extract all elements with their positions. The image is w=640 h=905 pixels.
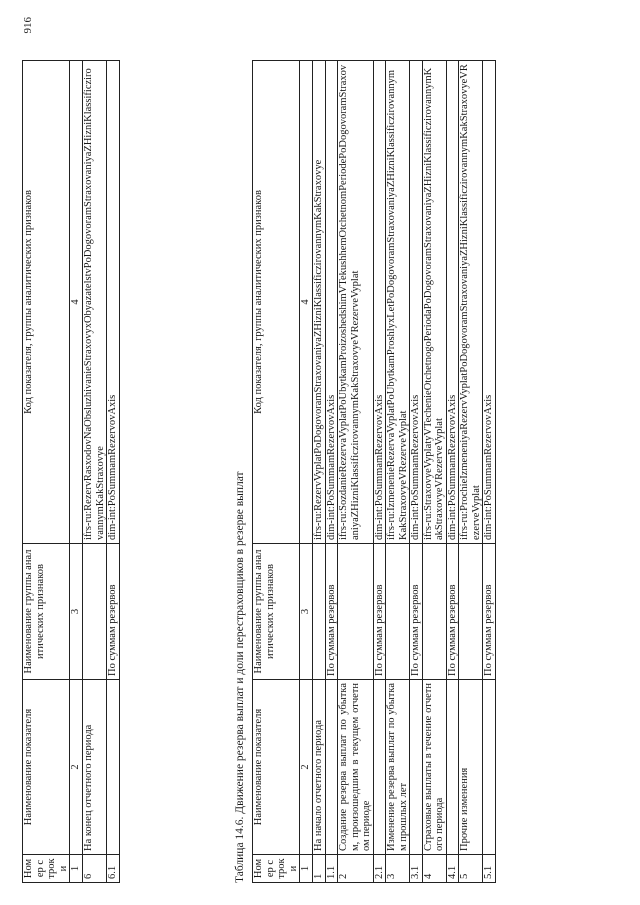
row-number: 3 [386,854,410,882]
column-number: 1 [70,854,83,882]
table-row [373,60,386,882]
indicator-code: dim-int:PoSummamRezervovAxis [483,60,496,543]
indicator-name: Создание резерва выплат по убыткам, произошедшим в текущем отчетном периоде [338,679,374,854]
rotated-page [20,16,620,883]
indicator-code: dim-int:PoSummamRezervovAxis [107,60,120,543]
row-number: 1.1 [325,854,338,882]
indicator-code: dim-int:PoSummamRezervovAxis [410,60,423,543]
group-name: По суммам резервов [410,543,423,679]
column-number-row [300,60,313,882]
table-row [483,60,496,882]
indicator-name [410,679,423,854]
header-group-name: Наименование группы аналитических признаков [253,543,300,679]
group-name [386,543,410,679]
group-name [338,543,374,679]
table-row [459,60,483,882]
table-row [386,60,410,882]
table-caption: Таблица 14.6. Движение резерва выплат и доли перестраховщиков в резерве выплат [234,470,246,883]
column-number-row [70,60,83,882]
table-row [338,60,374,882]
table-row [83,60,107,882]
header-code: Код показателя, группы аналитических признаков [253,60,300,543]
column-number: 3 [300,543,313,679]
group-name: По суммам резервов [483,543,496,679]
group-name [313,543,326,679]
reserve-movement-table [252,60,496,883]
indicator-table-continued [22,60,120,883]
indicator-code: ifrs-ru:RezervVyplatPoDogovoramStraxovaniyaZHizniKlassificzirovannymKakStraxovye [313,60,326,543]
indicator-name [325,679,338,854]
table-row [410,60,423,882]
indicator-code: dim-int:PoSummamRezervovAxis [325,60,338,543]
group-name: По суммам резервов [325,543,338,679]
header-indicator-name: Наименование показателя [23,679,70,854]
indicator-name [373,679,386,854]
column-number: 3 [70,543,83,679]
table-row [446,60,459,882]
indicator-code: dim-int:PoSummamRezervovAxis [373,60,386,543]
group-name: По суммам резервов [107,543,120,679]
indicator-name [107,679,120,854]
indicator-code: dim-int:PoSummamRezervovAxis [446,60,459,543]
group-name [459,543,483,679]
row-number: 3.1 [410,854,423,882]
group-name [422,543,446,679]
table-header-row [23,60,70,882]
group-name: По суммам резервов [373,543,386,679]
row-number: 4.1 [446,854,459,882]
indicator-code: ifrs-ru:SozdanieRezervaVyplatPoUbytkamProizoshedshimVTekushhemOtchetnomPeriodePoDogovoramStraxovaniyaZHizniKlassificzirovannymKakStraxovyeVRezerveVyplat [338,60,374,543]
row-number: 2 [338,854,374,882]
page-number: 916 [22,16,34,33]
table-row [107,60,120,882]
header-code: Код показателя, группы аналитических признаков [23,60,70,543]
group-name [83,543,107,679]
indicator-name: Прочие изменения [459,679,483,854]
indicator-code: ifrs-ru:StraxovyeVyplatyVTechenieOtchetnogoPeriodaPoDogovoramStraxovaniyaZHizniKlassificzirovannymKakStraxovyeVRezerveVyplat [422,60,446,543]
header-row-number: Номер строки [253,854,300,882]
indicator-code: ifrs-ru:ProchieIzmeneniyaRezervVyplatPoDogovoramStraxovaniyaZHizniKlassificzirovannymKakStraxovyeVRezerveVyplat [459,60,483,543]
column-number: 1 [300,854,313,882]
indicator-name: На начало отчетного периода [313,679,326,854]
group-name: По суммам резервов [446,543,459,679]
indicator-name: Страховые выплаты в течение отчетного периода [422,679,446,854]
row-number: 2.1 [373,854,386,882]
indicator-code: ifrs-ru:RezervRasxodovNaObsluzhivanieStraxovyxObyazatelstvPoDogovoramStraxovaniyaZHizniKlassificzirovannymKakStraxovye [83,60,107,543]
row-number: 1 [313,854,326,882]
column-number: 4 [70,60,83,543]
column-number: 2 [300,679,313,854]
header-row-number: Номер строки [23,854,70,882]
table-header-row [253,60,300,882]
indicator-code: ifrs-ru:IzmenenieRezervaVyplatPoUbytkamProshlyxLetPoDogovoramStraxovaniyaZHizniKlassificzirovannymKakStraxovyeVRezerveVyplat [386,60,410,543]
row-number: 5 [459,854,483,882]
column-number: 4 [300,60,313,543]
row-number: 5.1 [483,854,496,882]
table-row [313,60,326,882]
column-number: 2 [70,679,83,854]
header-group-name: Наименование группы аналитических признаков [23,543,70,679]
header-indicator-name: Наименование показателя [253,679,300,854]
indicator-name: На конец отчетного периода [83,679,107,854]
row-number: 6 [83,854,107,882]
indicator-name [483,679,496,854]
table-row [325,60,338,882]
indicator-name: Изменение резерва выплат по убыткам прошлых лет [386,679,410,854]
indicator-name [446,679,459,854]
row-number: 4 [422,854,446,882]
row-number: 6.1 [107,854,120,882]
table-row [422,60,446,882]
